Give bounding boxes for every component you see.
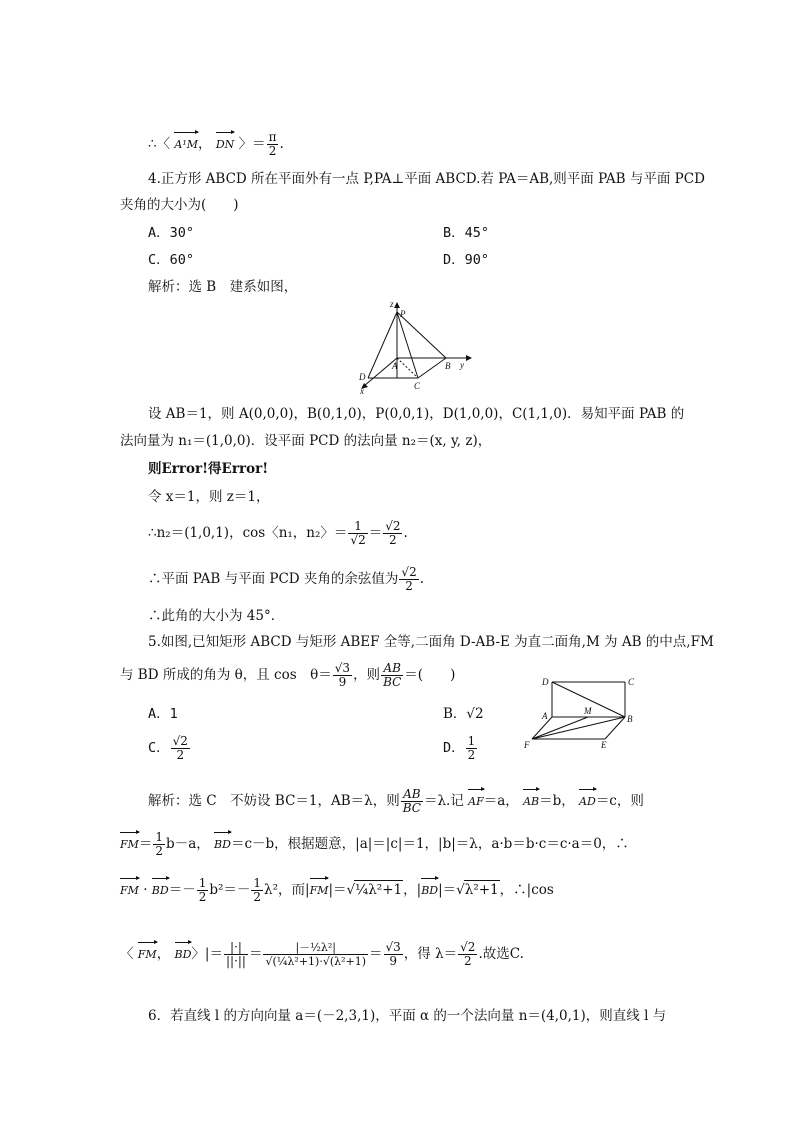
q4-step6: [148, 566, 424, 593]
equals: ＝: [368, 525, 383, 541]
frac-num: 1: [467, 734, 476, 748]
a1-text: 解析：选 C 不妨设 BC＝1，AB＝λ，则: [148, 793, 400, 809]
a3-t2: b²＝－: [209, 882, 251, 898]
a4-t2: ＝: [248, 946, 263, 962]
sqrt-expr-1: ¼λ²+1: [355, 882, 403, 898]
fraction-ab-bc: [401, 788, 423, 815]
fraction-1-2: [466, 735, 478, 762]
q4-line2: 夹角的大小为( ): [120, 197, 239, 213]
frac-num: π: [268, 130, 277, 144]
period: .: [419, 571, 424, 587]
fraction-1-2: [153, 831, 165, 858]
label-a: A: [542, 711, 548, 721]
z-arrow: [394, 302, 400, 308]
q5-analysis-4: [120, 940, 524, 968]
q4-line1: 4.正方形 ABCD 所在平面外有一点 P,PA⊥平面 ABCD.若 PA＝AB,则平面 PAB 与平面 PCD: [148, 171, 705, 187]
q4-option-d: D．90°: [443, 252, 490, 268]
angle-open: ∴〈: [148, 136, 171, 152]
frac-num: AB: [381, 662, 403, 676]
label-z: z: [390, 299, 394, 309]
frac-den: 2: [176, 748, 185, 762]
q5-line2-text: 与 BD 所成的角为 θ，且 cos θ＝: [120, 667, 332, 683]
vector-af: AF: [468, 787, 484, 811]
label-x: x: [360, 386, 364, 396]
vector-bd: BD: [175, 940, 192, 964]
fraction-sqrt3-9: [384, 941, 403, 968]
q6-line1: 6．若直线 l 的方向向量 a＝(－2,3,1)，平面 α 的一个法向量 n＝(4,0,1)，则直线 l 与: [148, 1008, 667, 1024]
q5-option-c: [148, 735, 191, 762]
q5-line1: 5.如图,已知矩形 ABCD 与矩形 ABEF 全等,二面角 D-AB-E 为直二面角,M 为 AB 的中点,FM: [148, 634, 714, 650]
vector-bd: BD: [421, 876, 438, 900]
q4-analysis: 解析：选 B 建系如图，: [148, 279, 298, 295]
frac-num: √3: [385, 940, 401, 954]
a2-t1: b－a，: [166, 836, 210, 852]
a1-mid: ＝λ.记: [423, 793, 464, 809]
frac-den: 9: [338, 675, 347, 689]
a3-t4: |＝: [328, 882, 347, 898]
vector-dn: DN: [216, 130, 234, 154]
frac-num: √2: [385, 519, 401, 533]
fraction-sqrt2-2: [399, 566, 418, 593]
a1-t2: ＝b，: [539, 793, 575, 809]
q5-line2-mid: ，则: [353, 667, 381, 683]
label-p: P: [400, 309, 406, 319]
frac-num: 1: [348, 520, 367, 534]
frac-num: 1: [253, 876, 262, 890]
a2-t2: ＝c－b，根据题意，|a|＝|c|＝1，|b|＝λ，a·b＝b·c＝c·a＝0，∴: [230, 836, 629, 852]
frac-den: 9: [389, 954, 397, 968]
q5-line2: [120, 662, 455, 689]
frac-den: 2: [268, 144, 277, 158]
q5-line2-end: ＝( ): [404, 667, 456, 683]
frac-den: BC: [383, 675, 402, 689]
q4-step7: ∴此角的大小为 45°．: [148, 608, 285, 624]
top-line: [148, 130, 284, 158]
a1-t3: ＝c，则: [595, 793, 644, 809]
frac-den: 2: [155, 844, 164, 858]
period: .: [403, 525, 408, 541]
q4-option-c: C．60°: [148, 252, 195, 268]
frac-den: 2: [467, 748, 476, 762]
q4-step4: 令 x＝1，则 z＝1，: [148, 489, 270, 505]
q4-step2: 法向量为 n₁＝(1,0,0)．设平面 PCD 的法向量 n₂＝(x, y, z)，: [120, 433, 492, 449]
frac-den: BC: [402, 801, 421, 815]
a3-t5: ，|: [403, 882, 422, 898]
vector-fm: FM: [120, 876, 139, 900]
frac-num: |－½λ²|: [263, 941, 368, 955]
frac-den: 2: [253, 890, 262, 904]
fraction-pi-2: [267, 131, 279, 158]
fraction-sqrt2-2: [171, 735, 190, 762]
q4-option-a: A．30°: [148, 225, 195, 241]
frac-num: √3: [334, 661, 351, 675]
frac-num: 1: [155, 830, 164, 844]
a4-t1: 〉|＝: [191, 946, 223, 962]
q5-analysis-3: FM · BD＝－ $\frac{1}{2}$ b²＝－ $\frac{1}{2}$ λ²，而|FM|＝√¼λ²+1，|BD|＝√λ²+1，∴|cos: [120, 876, 554, 904]
frac-num: √2: [460, 940, 476, 954]
a1-t1: ＝a，: [483, 793, 519, 809]
q4-option-b: B．45°: [443, 225, 490, 241]
label-f: F: [524, 740, 530, 750]
label-b: B: [627, 714, 633, 724]
angle-open: 〈: [120, 946, 134, 962]
vector-fm: FM: [120, 830, 139, 854]
fraction-abs: [224, 941, 248, 968]
sqrt-expr-2: λ²+1: [464, 882, 499, 898]
fraction-sqrt2-2: [383, 520, 402, 547]
step6-text: ∴平面 PAB 与平面 PCD 夹角的余弦值为: [148, 571, 399, 587]
separator: ，: [198, 136, 212, 152]
a4-t3: ＝: [369, 946, 383, 962]
frac-den: √(¼λ²+1)·√(λ²+1): [265, 955, 367, 968]
frac-num: √2: [401, 565, 417, 579]
fraction-sqrt2-2: [458, 941, 477, 968]
label-d: D: [542, 677, 549, 687]
q4-step3: 则Error!得Error!: [148, 461, 269, 477]
angle-close: 〉＝: [238, 136, 266, 152]
vector-fm: FM: [138, 940, 157, 964]
label-c: C: [628, 677, 635, 687]
frac-den: ||·||: [225, 954, 246, 968]
a3-t1: ＝－: [168, 882, 196, 898]
frac-den: √2: [350, 533, 366, 547]
a3-t7: ，∴|cos: [499, 882, 554, 898]
y-arrow: [466, 355, 472, 361]
label-e: E: [601, 740, 607, 750]
option-c-label: C．: [148, 740, 170, 756]
fraction-1-2: [251, 877, 263, 904]
edge-cb: [418, 358, 446, 378]
vector-bd: BD: [152, 876, 169, 900]
vector-a1m: A¹M: [174, 130, 198, 154]
vector-ab: AB: [523, 787, 539, 811]
period: .: [279, 136, 284, 152]
label-b: B: [445, 361, 451, 371]
label-c: C: [414, 381, 421, 391]
a3-t3: λ²，而|: [264, 882, 310, 898]
step5-text: ∴n₂＝(1,0,1)，cos〈n₁，n₂〉＝: [148, 525, 348, 541]
a3-t6: |＝: [438, 882, 457, 898]
fraction-ab-bc: [381, 662, 403, 689]
vector-ad: AD: [579, 787, 596, 811]
q5-option-d: [443, 735, 478, 762]
q4-step1: 设 AB＝1，则 A(0,0,0)，B(0,1,0)，P(0,0,1)，D(1,0,0)，C(1,1,0)．易知平面 PAB 的: [148, 406, 685, 422]
separator: ，: [156, 946, 171, 962]
fraction-1-sqrt2: [348, 520, 367, 547]
fraction-sqrt3-9: [333, 662, 352, 689]
a4-t5: .故选C.: [478, 946, 524, 962]
pyramid-figure: [350, 298, 480, 396]
q5-option-a: A．1: [148, 706, 178, 722]
fraction-1-2: [197, 877, 209, 904]
a2-eq: ＝: [138, 836, 153, 852]
dot: ·: [143, 882, 148, 898]
a4-t4: ，得 λ＝: [403, 946, 458, 962]
frac-num: |·|: [224, 941, 248, 955]
frac-num: AB: [401, 788, 423, 802]
q4-step5: [148, 520, 408, 547]
label-a: A: [392, 361, 398, 371]
frac-den: 2: [198, 890, 207, 904]
fraction-big: [263, 941, 368, 968]
label-d: D: [359, 372, 366, 382]
frac-den: 2: [463, 954, 472, 968]
rectangles-figure: [520, 672, 645, 752]
vector-fm: FM: [310, 876, 329, 900]
frac-num: √2: [172, 734, 188, 748]
option-d-label: D．: [443, 740, 465, 756]
q5-analysis-2: [120, 830, 629, 858]
label-m: M: [584, 706, 592, 716]
frac-den: 2: [405, 579, 413, 593]
q5-option-b: B．√2: [443, 706, 484, 722]
frac-num: 1: [198, 876, 207, 890]
q5-analysis-1: [148, 787, 644, 815]
edge-eb: [605, 717, 625, 739]
label-y: y: [460, 360, 464, 370]
frac-den: 2: [389, 533, 397, 547]
vector-bd: BD: [214, 830, 231, 854]
